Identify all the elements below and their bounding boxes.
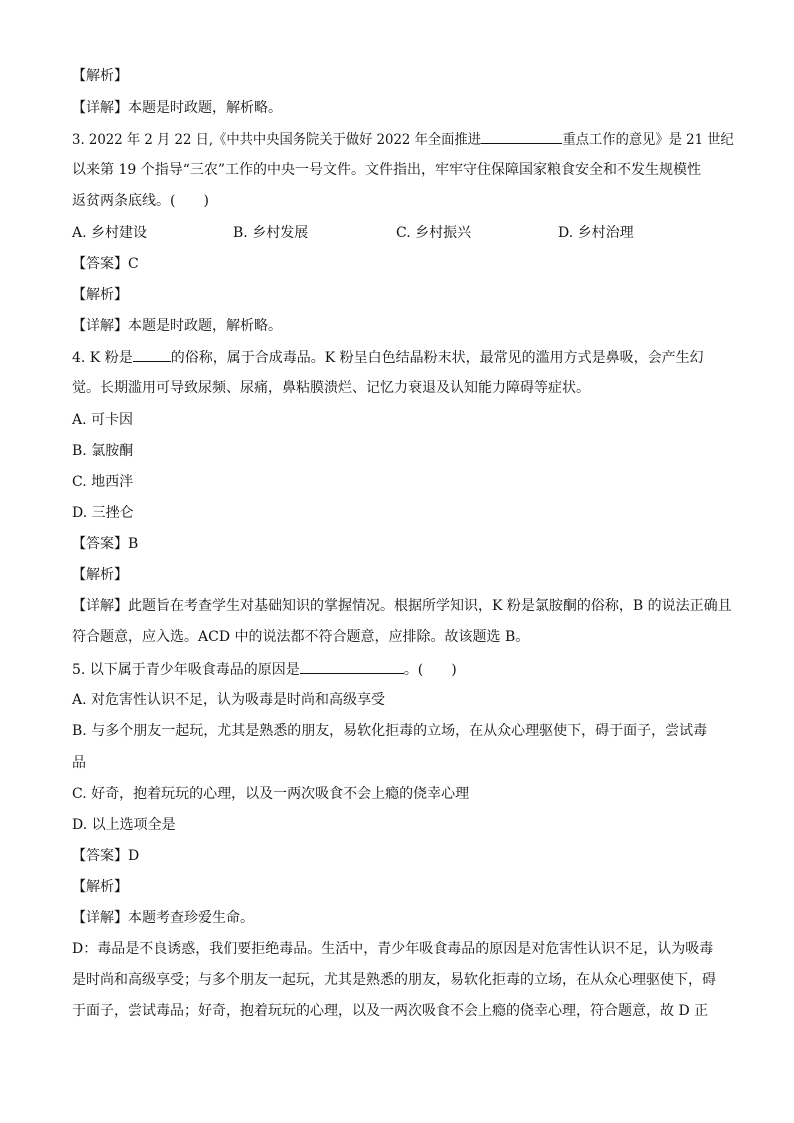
q5-stem: 5. 以下属于青少年吸食毒品的原因是 。( ) [72,659,457,680]
detail-explanation: 【详解】本题是时政题，解析略。 [72,100,282,116]
q5-answer: 【答案】D [72,848,140,864]
q3-answer: 【答案】C [72,256,139,272]
q5-analysis-label: 【解析】 [72,879,128,895]
q3-analysis-label: 【解析】 [72,287,128,303]
q3-blank [481,129,563,144]
q5-blank [300,659,404,674]
q5-body-line1: D：毒品是不良诱惑，我们要拒绝毒品。生活中，青少年吸食毒品的原因是对危害性认识不足，认为吸毒 [72,941,714,957]
q4-option-b: B. 氯胺酮 [72,443,134,459]
q4-analysis-label: 【解析】 [72,567,128,583]
q3-stem-line2: 以来第 19 个指导“三农”工作的中央一号文件。文件指出，牢牢守住保障国家粮食安全和不发生规模性 [72,162,702,178]
q3-option-d: D. 乡村治理 [558,225,634,241]
q4-blank [133,347,171,362]
q3-stem-line1: 3. 2022 年 2 月 22 日,《中共中央国务院关于做好 2022 年全面推进 重点工作的意见》是 21 世纪 [72,129,734,150]
q5-detail: 【详解】本题考查珍爱生命。 [72,910,254,926]
q4-answer: 【答案】B [72,536,139,552]
q3-stem-line3: 返贫两条底线。( ) [72,193,209,209]
q5-option-c: C. 好奇，抱着玩玩的心理，以及一两次吸食不会上瘾的侥幸心理 [72,786,470,802]
q4-stem-line2: 觉。长期滥用可导致尿频、尿痛，鼻粘膜溃烂、记忆力衰退及认知能力障碍等症状。 [72,380,590,396]
q5-option-a: A. 对危害性认识不足，认为吸毒是时尚和高级享受 [72,692,386,708]
q4-option-c: C. 地西泮 [72,474,134,490]
analysis-label: 【解析】 [72,68,128,84]
q4-detail-line1: 【详解】此题旨在考查学生对基础知识的掌握情况。根据所学知识，K 粉是氯胺酮的俗称，B 的说法正确且 [72,598,732,614]
q4-option-a: A. 可卡因 [72,412,134,428]
q3-detail: 【详解】本题是时政题，解析略。 [72,318,282,334]
q4-stem-line1: 4. K 粉是 的俗称，属于合成毒品。K 粉呈白色结晶粉末状，最常见的滥用方式是鼻吸，会产生幻 [72,347,704,368]
q5-option-b-line1: B. 与多个朋友一起玩，尤其是熟悉的朋友，易软化拒毒的立场，在从众心理驱使下，碍于面子，尝试毒 [72,723,708,739]
q4-option-d: D. 三挫仑 [72,505,134,521]
q5-option-d: D. 以上选项全是 [72,817,176,833]
q3-option-b: B. 乡村发展 [233,225,309,241]
q4-detail-line2: 符合题意，应入选。ACD 中的说法都不符合题意，应排除。故该题选 B。 [72,629,530,645]
q3-option-c: C. 乡村振兴 [396,225,472,241]
q3-option-a: A. 乡村建设 [72,225,148,241]
q5-body-line3: 于面子，尝试毒品；好奇，抱着玩玩的心理，以及一两次吸食不会上瘾的侥幸心理，符合题意，故 D 正 [72,1003,709,1019]
q5-option-b-line2: 品 [72,755,86,771]
q5-body-line2: 是时尚和高级享受；与多个朋友一起玩，尤其是熟悉的朋友，易软化拒毒的立场，在从众心理驱使下，碍 [72,972,716,988]
